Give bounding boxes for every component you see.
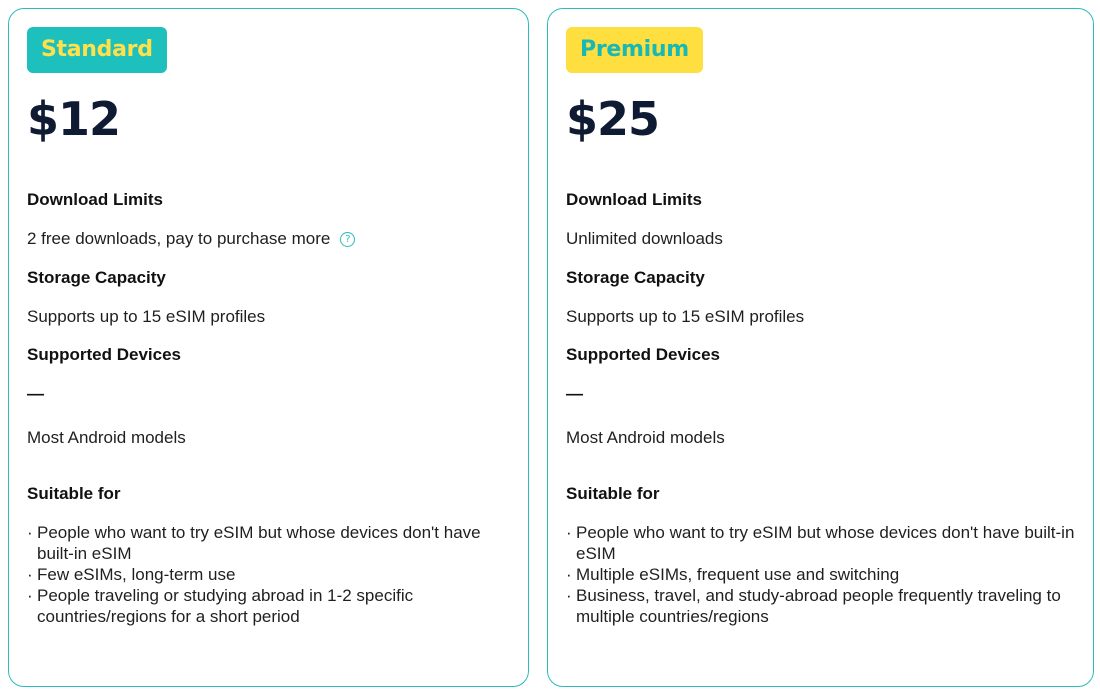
plan-badge-premium: Premium (566, 27, 703, 73)
plan-badge-standard: Standard (27, 27, 167, 73)
plan-card-premium (547, 8, 1094, 687)
plan-card-standard (8, 8, 529, 687)
storage-capacity-value: Supports up to 15 eSIM profiles (27, 307, 266, 326)
supported-devices-value: Most Android models (27, 428, 186, 447)
suitable-for-label: Suitable for (566, 484, 660, 503)
suitable-for-list (566, 522, 1076, 627)
supported-devices-dash: — (27, 384, 44, 403)
plan-price-standard: $12 (27, 92, 121, 146)
list-item: · Multiple eSIMs, frequent use and switching (566, 564, 1076, 585)
supported-devices-dash: — (566, 384, 583, 403)
download-limits-value (27, 228, 355, 250)
download-limits-value: Unlimited downloads (566, 229, 723, 248)
download-limits-text: 2 free downloads, pay to purchase more (27, 229, 331, 248)
supported-devices-label: Supported Devices (27, 345, 181, 364)
help-icon[interactable]: ? (340, 232, 355, 247)
download-limits-label: Download Limits (27, 190, 163, 209)
suitable-for-label: Suitable for (27, 484, 121, 503)
list-item: · Business, travel, and study-abroad people frequently traveling to multiple countries/regions (566, 585, 1076, 627)
storage-capacity-label: Storage Capacity (27, 268, 166, 287)
storage-capacity-label: Storage Capacity (566, 268, 705, 287)
list-item: · People who want to try eSIM but whose devices don't have built-in eSIM (27, 522, 497, 564)
supported-devices-value: Most Android models (566, 428, 725, 447)
storage-capacity-value: Supports up to 15 eSIM profiles (566, 307, 805, 326)
list-item: · People traveling or studying abroad in 1-2 specific countries/regions for a short period (27, 585, 497, 627)
suitable-for-list (27, 522, 497, 627)
download-limits-label: Download Limits (566, 190, 702, 209)
list-item: · Few eSIMs, long-term use (27, 564, 497, 585)
list-item: · People who want to try eSIM but whose devices don't have built-in eSIM (566, 522, 1076, 564)
plan-price-premium: $25 (566, 92, 660, 146)
supported-devices-label: Supported Devices (566, 345, 720, 364)
